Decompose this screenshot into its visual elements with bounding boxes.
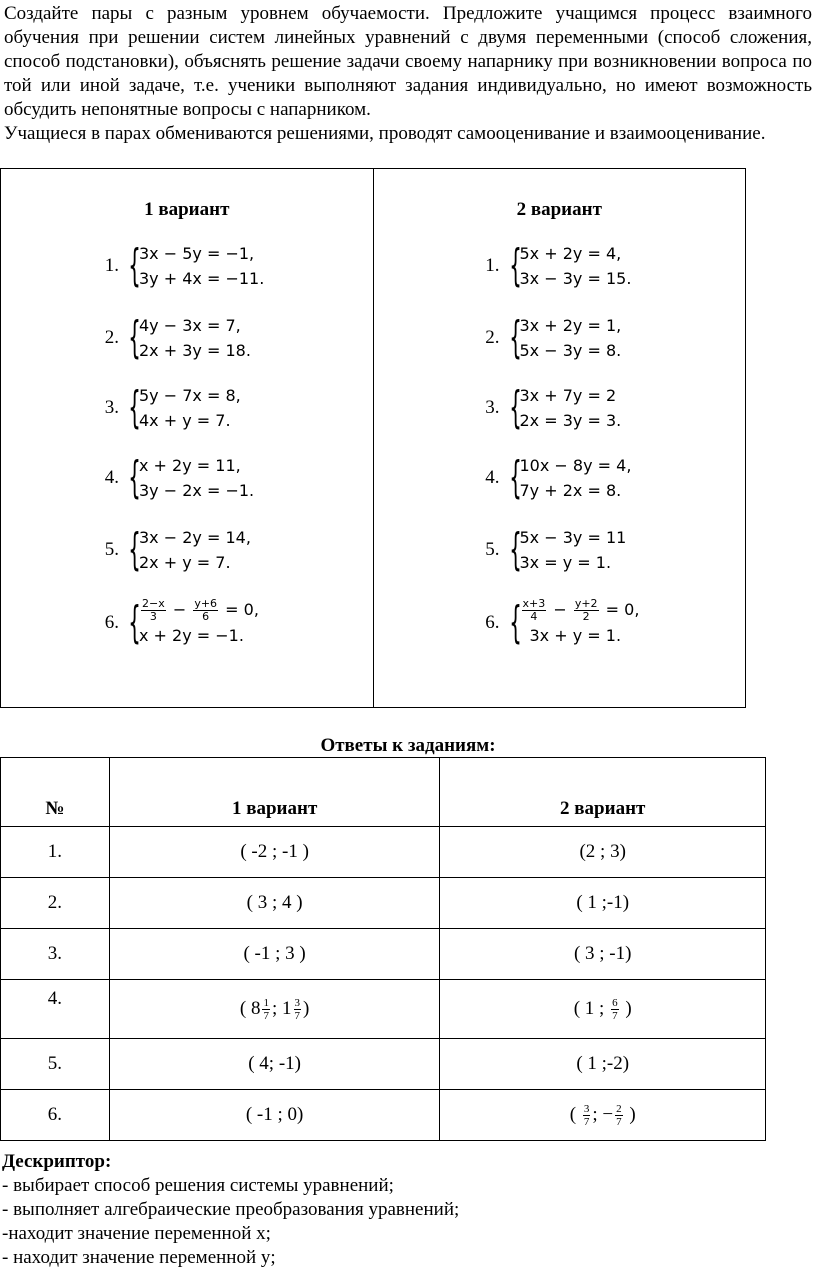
header-variant-1: 1 вариант (109, 758, 440, 827)
list-item: - находит значение переменной y; (2, 1247, 276, 1268)
fraction: $\frac{3}{7}$ (294, 996, 301, 1022)
answers-table (0, 757, 766, 1141)
equation-system: 3x + 7y = 2 2x = 3y = 3. (519, 386, 622, 430)
equation-system: 3x + 2y = 1, 5x − 3y = 8. (519, 316, 622, 360)
fraction: $\frac{y+6}{6}$ (194, 597, 218, 623)
fraction: $\frac{1}{7}$ (263, 996, 269, 1022)
table-header-row (1, 758, 766, 827)
task-item: 4. { x + 2y = 11, 3y − 2x = −1. (104, 452, 255, 503)
brace-icon: { (508, 524, 522, 575)
task-item: 1. { 5x + 2y = 4, 3x − 3y = 15. (485, 240, 632, 291)
brace-icon: { (128, 382, 141, 433)
fraction: $\frac{x+3}{4}$ (522, 597, 546, 623)
equation-system: 5x − 3y = 11 3x = y = 1. (519, 528, 627, 572)
brace-icon: { (508, 312, 522, 363)
intro-paragraph-1: Создайте пары с разным уровнем обучаемости. Предложите учащимся процесс взаимного обучения при решении систем линейных уравнений с двумя переменными (способ сложения, способ подстановки), объяснять решение задачи своему напарнику при возникновении вопроса по той или иной задаче, т.е. ученики выполняют задания индивидуально, но имеют возможность обсудить непонятные вопросы с напарником. (4, 3, 812, 120)
brace-icon: { (128, 240, 141, 291)
variant-2-title: 2 вариант (516, 199, 602, 220)
fraction: $\frac{2}{7}$ (616, 1102, 622, 1128)
brace-icon: { (128, 452, 141, 503)
brace-icon: { (128, 312, 141, 363)
answer-cell: ( 8 $\frac{1}{7}$ ; 1 $\frac{3}{7}$ ) (109, 980, 440, 1039)
descriptor-title: Дескриптор: (2, 1151, 112, 1172)
table-row: 3. ( -1 ; 3 ) ( 3 ; -1) (1, 929, 766, 980)
table-row: 2. ( 3 ; 4 ) ( 1 ;-1) (1, 878, 766, 929)
equation-system: 3x − 2y = 14, 2x + y = 7. (139, 528, 251, 572)
task-item: 6. { $\frac{x+3}{4}$ − $\frac{y+2}{2}$ = 0, 3x + y = 1. (485, 596, 640, 648)
table-row: 4. ( 8 $\frac{1}{7}$ ; 1 $\frac{3}{7}$ ) ( 1 ; $\frac{6}{7}$ ) (1, 980, 766, 1039)
table-row: 1. ( -2 ; -1 ) (2 ; 3) (1, 827, 766, 878)
brace-icon: { (508, 452, 522, 503)
task-item: 5. { 5x − 3y = 11 3x = y = 1. (485, 524, 627, 575)
task-item: 2. { 3x + 2y = 1, 5x − 3y = 8. (485, 312, 622, 363)
list-item: - выполняет алгебраические преобразования уравнений; (2, 1199, 460, 1220)
task-item: 2. { 4y − 3x = 7, 2x + 3y = 18. (104, 312, 251, 363)
task-item: 5. { 3x − 2y = 14, 2x + y = 7. (104, 524, 251, 575)
task-item: 3. { 5y − 7x = 8, 4x + y = 7. (104, 382, 241, 433)
variant-1-column (1, 169, 373, 707)
table-row: 6. ( -1 ; 0) ( $\frac{3}{7}$ ; − $\frac{2}{7}$ ) (1, 1090, 766, 1141)
task-item: 3. { 3x + 7y = 2 2x = 3y = 3. (485, 382, 622, 433)
fraction: $\frac{2-x}{3}$ (142, 597, 165, 623)
equation-system: $\frac{2-x}{3}$ − $\frac{y+6}{6}$ = 0, x + 2y = −1. (139, 597, 259, 645)
list-item: -находит значение переменной x; (2, 1223, 271, 1244)
list-item: - выбирает способ решения системы уравнений; (2, 1175, 394, 1196)
brace-icon: { (128, 596, 141, 648)
header-number: № (1, 758, 110, 827)
task-item: 1. { 3x − 5y = −1, 3y + 4x = −11. (104, 240, 265, 291)
brace-icon: { (128, 524, 141, 575)
equation-system: $\frac{x+3}{4}$ − $\frac{y+2}{2}$ = 0, 3x + y = 1. (522, 597, 640, 645)
intro-paragraph-2: Учащиеся в парах обмениваются решениями, проводят самооценивание и взаимооценивание. (4, 123, 766, 144)
descriptor-section (2, 1150, 459, 1270)
intro-text (4, 2, 812, 146)
brace-icon: { (508, 240, 522, 291)
answer-cell: ( $\frac{3}{7}$ ; − $\frac{2}{7}$ ) (440, 1090, 766, 1141)
answers-title: Ответы к заданиям: (320, 735, 496, 756)
task-item: 4. { 10x − 8y = 4, 7y + 2x = 8. (485, 452, 632, 503)
brace-icon: { (508, 596, 522, 648)
fraction: $\frac{3}{7}$ (583, 1102, 590, 1128)
equation-system: 5y − 7x = 8, 4x + y = 7. (139, 386, 241, 430)
task-item: 6. { $\frac{2-x}{3}$ − $\frac{y+6}{6}$ = 0, x + 2y = −1. (104, 596, 259, 648)
table-row: 5. ( 4; -1) ( 1 ;-2) (1, 1039, 766, 1090)
header-variant-2: 2 вариант (440, 758, 766, 827)
fraction: $\frac{6}{7}$ (612, 996, 618, 1022)
equation-system: 4y − 3x = 7, 2x + 3y = 18. (139, 316, 251, 360)
brace-icon: { (508, 382, 522, 433)
equation-system: 5x + 2y = 4, 3x − 3y = 15. (519, 244, 632, 288)
variant-1-title: 1 вариант (144, 199, 230, 220)
answer-cell: ( 1 ; $\frac{6}{7}$ ) (440, 980, 766, 1039)
equation-system: 3x − 5y = −1, 3y + 4x = −11. (139, 244, 265, 288)
variant-2-column (373, 169, 746, 707)
tasks-table (0, 168, 746, 708)
equation-system: 10x − 8y = 4, 7y + 2x = 8. (519, 456, 632, 500)
equation-system: x + 2y = 11, 3y − 2x = −1. (139, 456, 255, 500)
fraction: $\frac{y+2}{2}$ (574, 597, 598, 623)
